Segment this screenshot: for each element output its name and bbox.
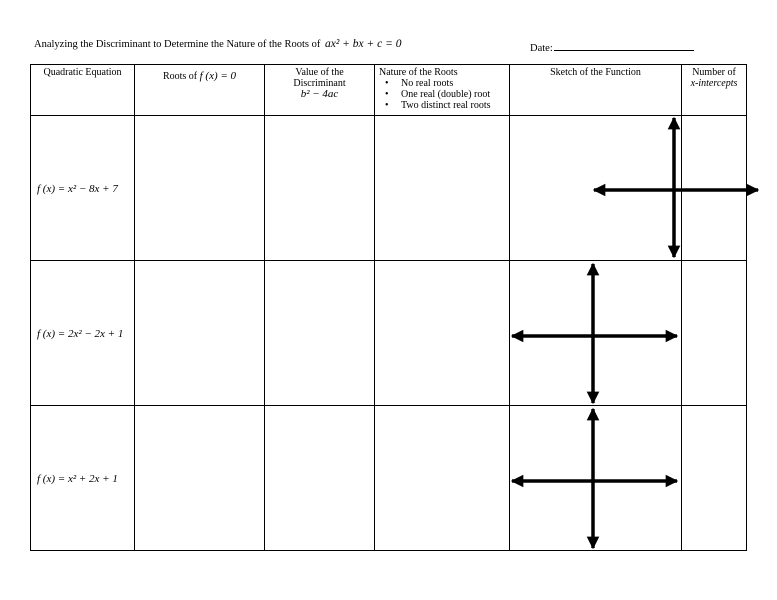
- axes-row-3: [512, 409, 677, 548]
- header-intercepts-line1: Number of: [692, 67, 736, 78]
- header-roots-formula: f (x) = 0: [199, 70, 237, 82]
- header-intercepts-line2: x-intercepts: [690, 78, 738, 89]
- header-discriminant-formula: b² − 4ac: [300, 88, 339, 100]
- nature-option: • No real roots: [385, 78, 509, 89]
- date-label: Date:: [530, 43, 553, 54]
- axes-row-1: [594, 118, 758, 257]
- header-sketch: Sketch of the Function: [510, 65, 682, 116]
- header-nature-title: Nature of the Roots: [379, 67, 458, 78]
- equation-text: f (x) = x² + 2x + 1: [37, 473, 118, 485]
- header-discriminant-line2: Discriminant: [293, 78, 346, 89]
- header-roots-label: Roots of: [162, 71, 198, 82]
- equation-text: f (x) = 2x² − 2x + 1: [37, 328, 124, 340]
- title-text: Analyzing the Discriminant to Determine the Nature of the Roots of: [34, 39, 321, 50]
- title-equation: ax² + bx + c = 0: [324, 38, 402, 50]
- axes-row-2: [512, 264, 677, 403]
- nature-option: • Two distinct real roots: [385, 100, 509, 111]
- equation-text: f (x) = x² − 8x + 7: [37, 183, 118, 195]
- header-discriminant-line1: Value of the: [295, 67, 344, 78]
- nature-option: • One real (double) root: [385, 89, 509, 100]
- header-quadratic-equation: Quadratic Equation: [31, 65, 135, 116]
